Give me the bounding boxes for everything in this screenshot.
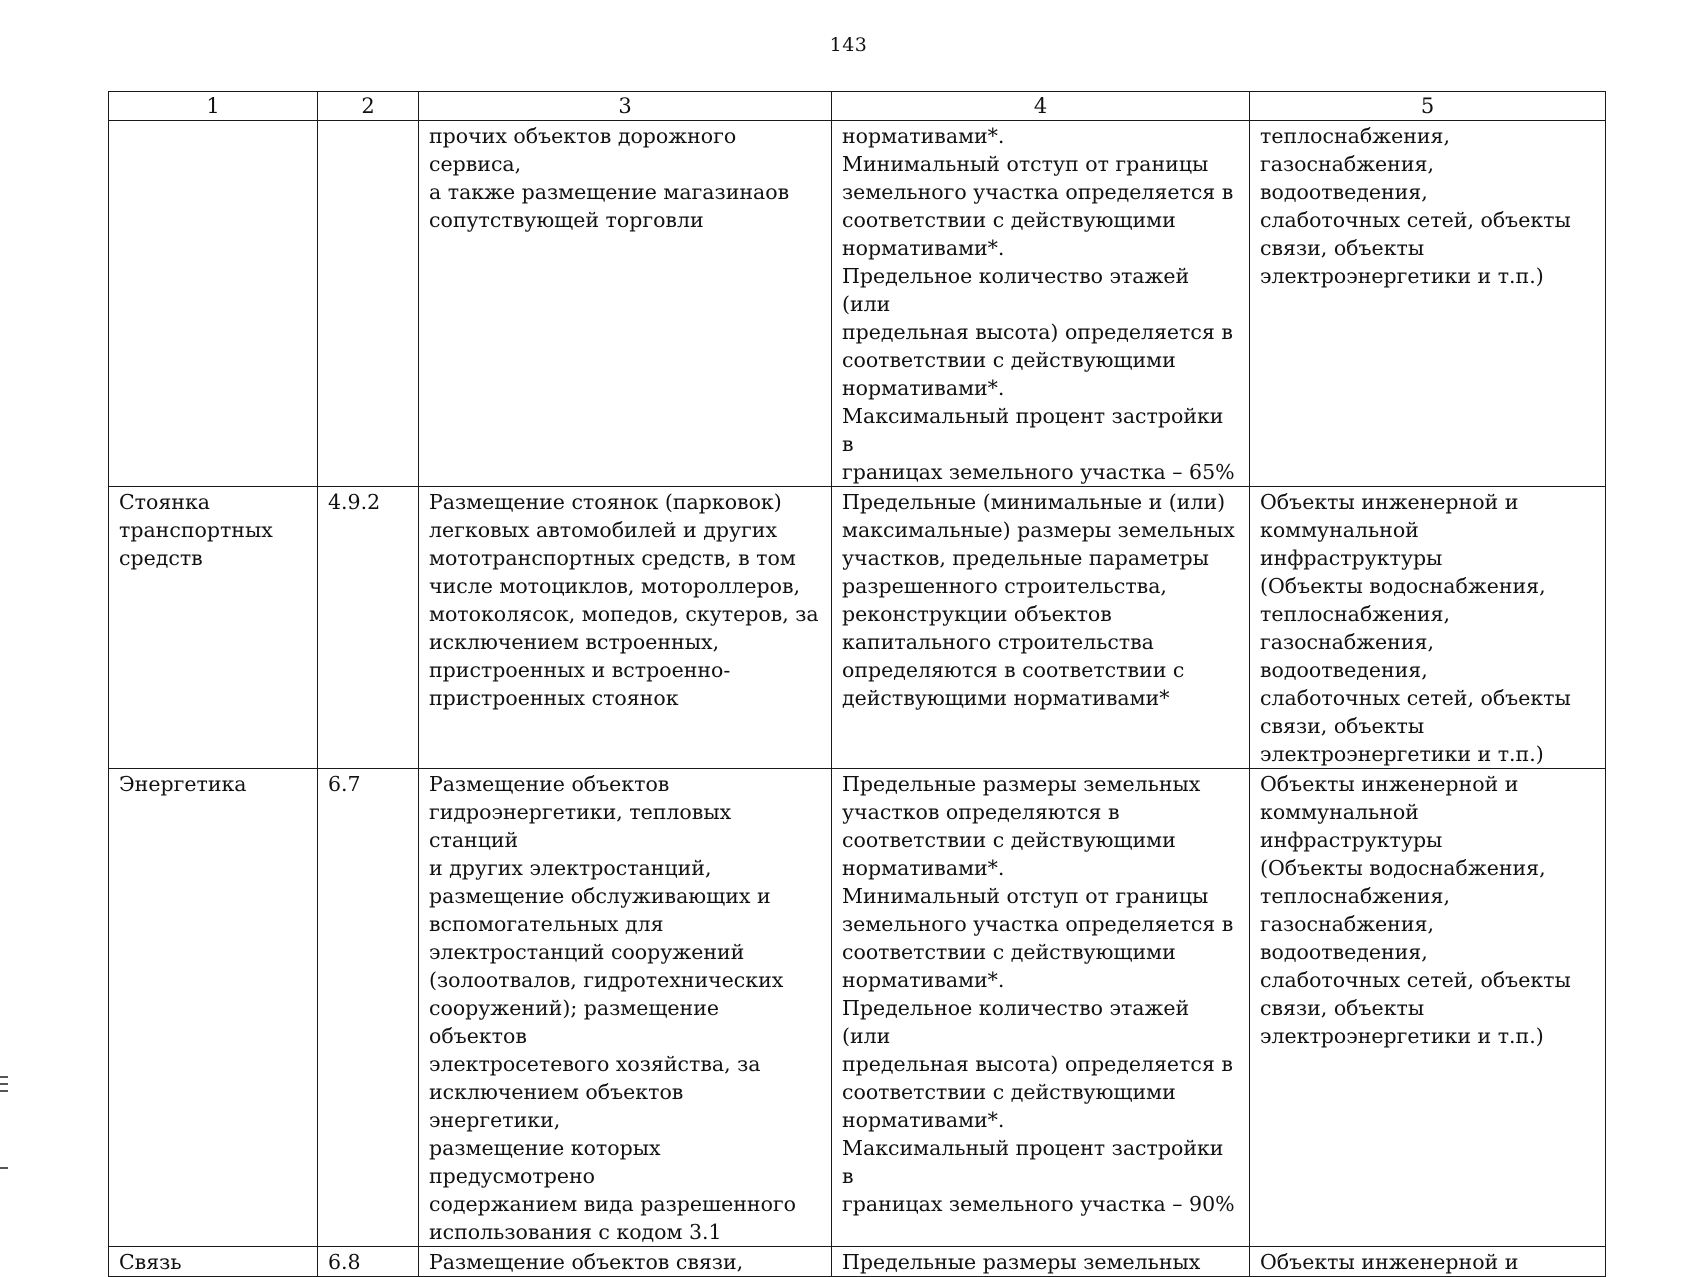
objects-cell <box>1250 487 1606 769</box>
scan-edge-mark <box>0 1167 8 1169</box>
use-type-description: Размещение объектов гидроэнергетики, тепловых станций и других электростанций, размещение обслуживающих и вспомогательных для электростанций сооружений (золоотвалов, гидротехнических сооружений); размещение объектов электросетевого хозяйства, за исключением объектов энергетики, размещение которых предусмотрено содержанием вида разрешенного использования с кодом 3.1 <box>429 772 796 1244</box>
use-type-cell <box>109 121 318 487</box>
table-header-row <box>109 92 1606 121</box>
use-type-cell <box>109 769 318 1247</box>
table-row <box>109 1247 1606 1277</box>
parameters-cell <box>832 121 1250 487</box>
use-type-cell <box>109 1247 318 1277</box>
header-cell-1: 1 <box>109 92 318 121</box>
use-type-description: Размещение стоянок (парковок) легковых автомобилей и других мототранспортных средств, в том числе мотоциклов, мотороллеров, мотоколясок, мопедов, скутеров, за исключением встроенных, пристроенных и встроенно- пристроенных стоянок <box>429 490 819 710</box>
page-number: 143 <box>829 34 868 56</box>
use-type-name: Стоянка транспортных средств <box>119 490 273 570</box>
description-cell <box>419 769 832 1247</box>
use-type-code: 6.7 <box>328 772 361 796</box>
objects-cell <box>1250 769 1606 1247</box>
land-use-table <box>108 91 1606 1277</box>
infrastructure-objects: Объекты инженерной и <box>1260 1250 1519 1274</box>
description-cell <box>419 121 832 487</box>
use-type-name: Энергетика <box>119 772 247 796</box>
building-parameters: Предельные размеры земельных участков определяются в соответствии с действующими нормативами*. Минимальный отступ от границы земельного участка определяется в соответствии с действующими нормативами*. Предельное количество этажей (или предельная высота) определяется в соответствии с действующими нормативами*. Максимальный процент застройки в границах земельного участка – 90% <box>842 772 1235 1216</box>
use-type-description: прочих объектов дорожного сервиса, а также размещение магазинаов сопутствующей торговли <box>429 124 790 232</box>
parameters-cell <box>832 1247 1250 1277</box>
infrastructure-objects: Объекты инженерной и коммунальной инфраструктуры (Объекты водоснабжения, теплоснабжения, газоснабжения, водоотведения, слаботочных сетей, объекты связи, объекты электроэнергетики и т.п.) <box>1260 490 1571 766</box>
table-row <box>109 769 1606 1247</box>
objects-cell <box>1250 121 1606 487</box>
header-cell-4: 4 <box>832 92 1250 121</box>
description-cell <box>419 1247 832 1277</box>
scan-edge-mark <box>0 1076 8 1078</box>
objects-cell <box>1250 1247 1606 1277</box>
scan-edge-mark <box>0 1083 8 1085</box>
table-row <box>109 121 1606 487</box>
code-cell <box>318 769 419 1247</box>
table-row <box>109 487 1606 769</box>
code-cell <box>318 487 419 769</box>
parameters-cell <box>832 769 1250 1247</box>
parameters-cell <box>832 487 1250 769</box>
use-type-name: Связь <box>119 1250 182 1274</box>
building-parameters: Предельные размеры земельных <box>842 1250 1201 1274</box>
header-cell-2: 2 <box>318 92 419 121</box>
use-type-code: 4.9.2 <box>328 490 381 514</box>
use-type-cell <box>109 487 318 769</box>
use-type-description: Размещение объектов связи, <box>429 1250 744 1274</box>
header-cell-3: 3 <box>419 92 832 121</box>
building-parameters: нормативами*. Минимальный отступ от границы земельного участка определяется в соответствии с действующими нормативами*. Предельное количество этажей (или предельная высота) определяется в соответствии с действующими нормативами*. Максимальный процент застройки в границах земельного участка – 65% <box>842 124 1235 484</box>
code-cell <box>318 1247 419 1277</box>
building-parameters: Предельные (минимальные и (или) максимальные) размеры земельных участков, предельные параметры разрешенного строительства, реконструкции объектов капитального строительства определяются в соответствии с действующими нормативами* <box>842 490 1235 710</box>
description-cell <box>419 487 832 769</box>
infrastructure-objects: теплоснабжения, газоснабжения, водоотведения, слаботочных сетей, объекты связи, объекты электроэнергетики и т.п.) <box>1260 124 1571 288</box>
code-cell <box>318 121 419 487</box>
scan-edge-mark <box>0 1090 8 1092</box>
header-cell-5: 5 <box>1250 92 1606 121</box>
infrastructure-objects: Объекты инженерной и коммунальной инфраструктуры (Объекты водоснабжения, теплоснабжения, газоснабжения, водоотведения, слаботочных сетей, объекты связи, объекты электроэнергетики и т.п.) <box>1260 772 1571 1048</box>
use-type-code: 6.8 <box>328 1250 361 1274</box>
